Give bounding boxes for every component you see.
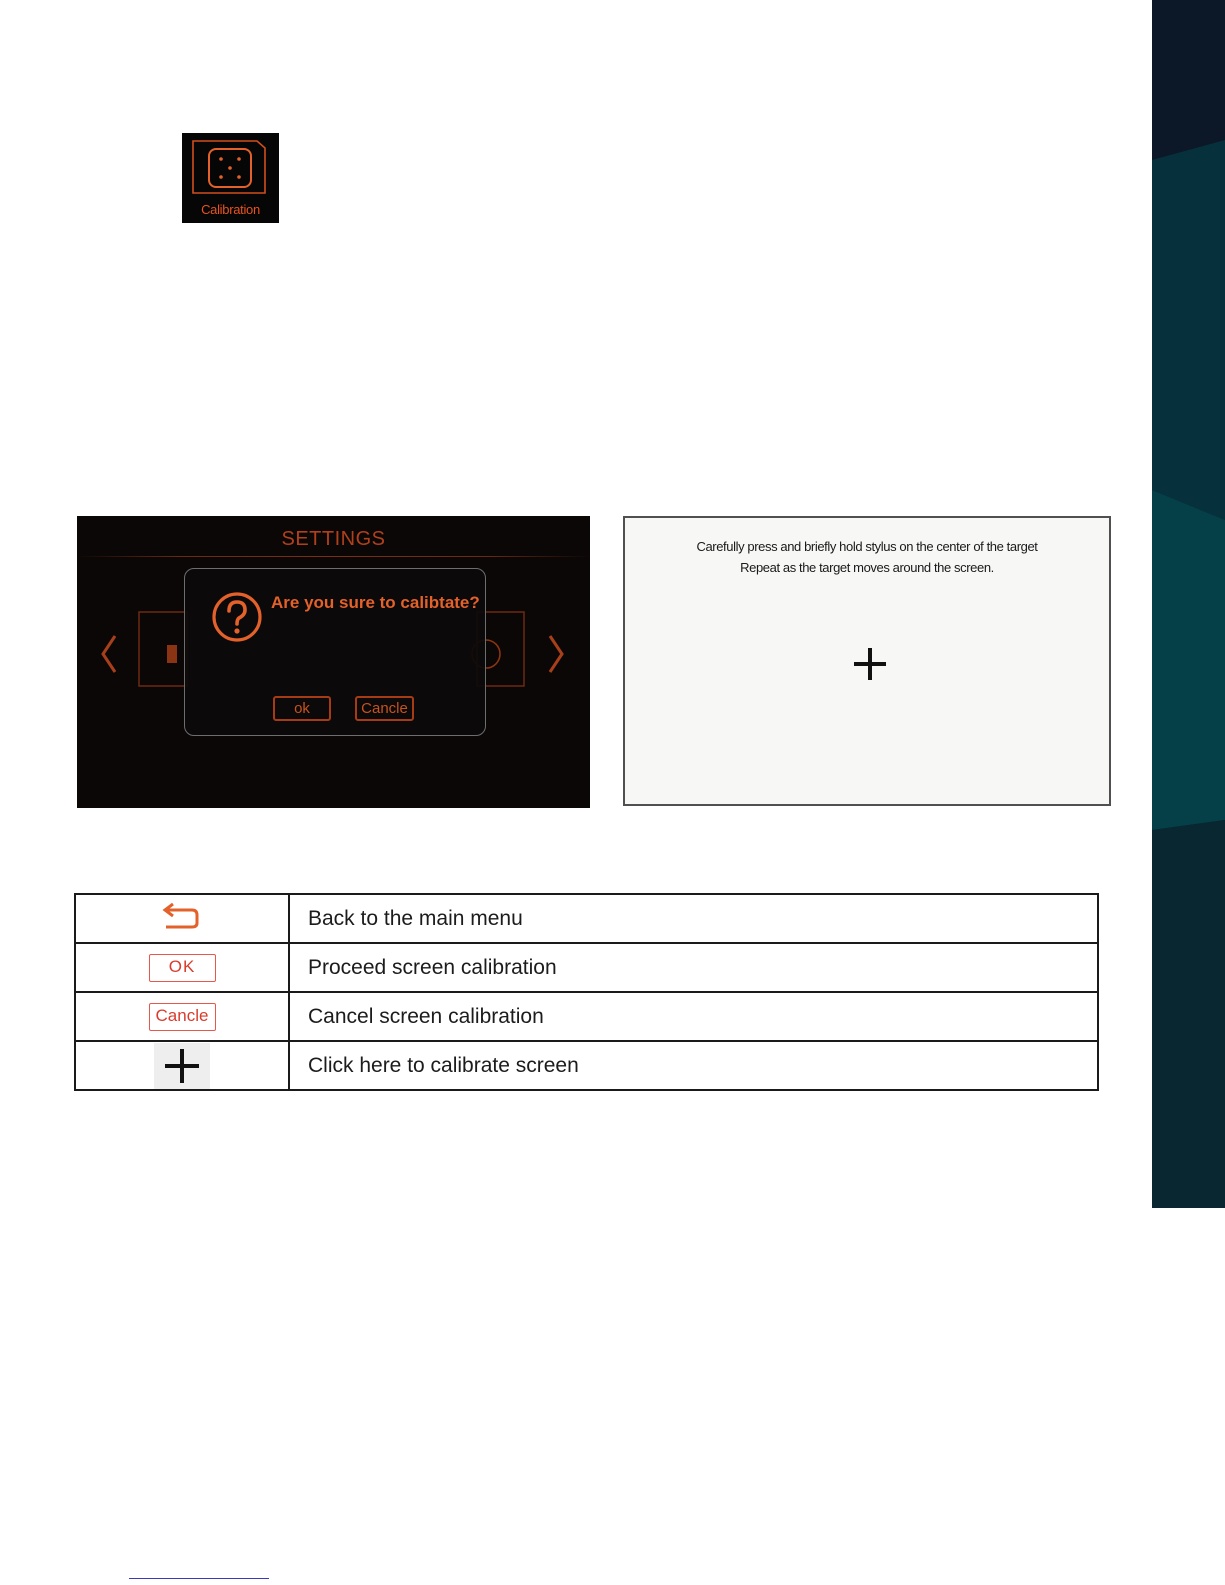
side-decorative-band (1152, 0, 1225, 1208)
plus-icon-tile (154, 1043, 210, 1089)
target-instruction-line-2: Repeat as the target moves around the screen. (740, 560, 994, 575)
dialog-ok-button[interactable]: ok (273, 696, 331, 721)
calibration-icon-label: Calibration (201, 202, 260, 217)
settings-title: SETTINGS (281, 528, 386, 550)
legend-description: Proceed screen calibration (289, 943, 1098, 992)
legend-description: Click here to calibrate screen (289, 1041, 1098, 1090)
legend-icon-cell (75, 894, 289, 943)
back-arrow-icon (162, 901, 202, 931)
legend-table (74, 893, 1099, 1091)
target-instruction-line-1: Carefully press and briefly hold stylus on the center of the target (696, 539, 1038, 554)
calibration-app-icon[interactable] (182, 133, 279, 223)
settings-title-divider (77, 556, 590, 557)
legend-icon-cell (75, 992, 289, 1041)
calibration-target-plus-icon[interactable] (854, 648, 886, 680)
ok-button-sample: OK (149, 954, 216, 982)
table-row (75, 1041, 1098, 1090)
footer-link-underline[interactable] (129, 1578, 269, 1579)
calibration-target-screenshot (623, 516, 1111, 806)
table-row (75, 894, 1098, 943)
dialog-message: Are you sure to calibtate? (271, 593, 480, 612)
legend-icon-cell (75, 1041, 289, 1090)
legend-description: Cancel screen calibration (289, 992, 1098, 1041)
dialog-cancel-button[interactable]: Cancle (355, 696, 414, 721)
legend-description: Back to the main menu (289, 894, 1098, 943)
plus-icon (165, 1049, 199, 1083)
cancel-button-sample: Cancle (149, 1003, 216, 1031)
settings-dialog-screenshot (77, 516, 590, 808)
table-row (75, 943, 1098, 992)
legend-icon-cell (75, 943, 289, 992)
question-icon (211, 591, 263, 643)
table-row (75, 992, 1098, 1041)
calibrate-confirm-dialog (184, 568, 486, 736)
